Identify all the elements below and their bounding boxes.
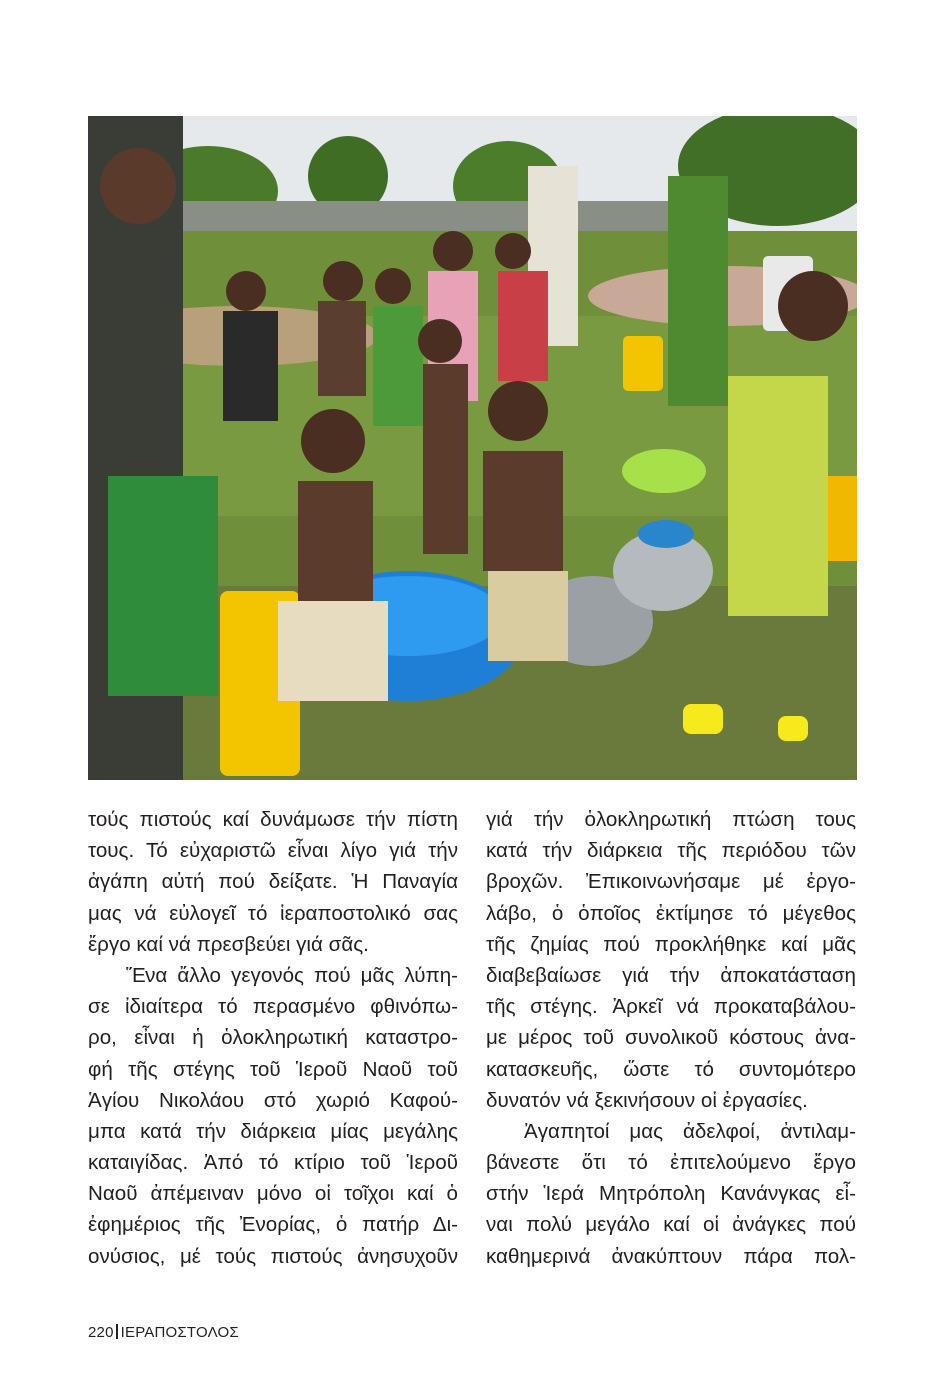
text-line: μπα κατά τήν διάρκεια μίας μεγάλης: [88, 1119, 458, 1143]
text-line: ρο, εἶναι ἡ ὁλοκληρωτική καταστρο-: [88, 1026, 458, 1050]
text-line: βάνεστε ὅτι τό ἐπιτελούμενο ἔργο: [486, 1151, 856, 1175]
text-line: κατά τήν διάρκεια τῆς περιόδου τῶν: [486, 839, 856, 863]
text-line: κατασκευῆς, ὥστε τό συντομότερο: [486, 1057, 856, 1081]
text-line: γιά τήν ὁλοκληρωτική πτώση τους: [486, 808, 856, 831]
children-water-scene: [88, 116, 857, 780]
text-line: Ἁγίου Νικολάου στό χωριό Καφού-: [88, 1088, 458, 1112]
right-column: [486, 804, 856, 1272]
text-line: Ναοῦ ἀπέμειναν μόνο οἱ τοῖχοι καί ὁ: [88, 1182, 458, 1206]
text-line: ονύσιος, μέ τούς πιστούς ἀνησυχοῦν: [88, 1244, 458, 1268]
page-number: 220: [88, 1324, 114, 1341]
text-line: καταιγίδας. Ἀπό τό κτίριο τοῦ Ἱεροῦ: [88, 1151, 458, 1175]
text-line: λάβο, ὁ ὁποῖος ἐκτίμησε τό μέγεθος: [486, 901, 856, 925]
text-line: ἀγάπη αὐτή πού δείξατε. Ἡ Παναγία: [88, 870, 458, 894]
text-line: μας νά εὐλογεῖ τό ἱεραποστολικό σας: [88, 901, 458, 925]
text-line: φή τῆς στέγης τοῦ Ἱεροῦ Ναοῦ τοῦ: [88, 1057, 458, 1081]
text-line: ἔργο καί νά πρεσβεύει γιά σᾶς.: [88, 932, 369, 956]
left-column: [88, 804, 458, 1272]
text-line: ἐφημέριος τῆς Ἐνορίας, ὁ πατήρ Δι-: [88, 1213, 458, 1237]
text-line: στήν Ἱερά Μητρόπολη Κανάνγκας εἶ-: [486, 1182, 856, 1206]
text-line: Ἀγαπητοί μας ἀδελφοί, ἀντιλαμ-: [524, 1119, 856, 1143]
magazine-name: ΙΕΡΑΠΟΣΤΟΛΟΣ: [120, 1324, 239, 1341]
text-line: σε ἰδιαίτερα τό περασμένο φθινόπω-: [88, 995, 458, 1019]
text-line: καθημερινά ἀνακύπτουν πάρα πολ-: [486, 1244, 856, 1268]
page-footer: [88, 1324, 239, 1341]
text-line: τῆς ζημίας πού προκλήθηκε καί μᾶς: [486, 932, 856, 956]
text-line: βροχῶν. Ἐπικοινωνήσαμε μέ ἐργο-: [486, 870, 856, 894]
text-line: τους. Τό εὐχαριστῶ εἶναι λίγο γιά τήν: [88, 839, 458, 863]
footer-divider: [116, 1324, 118, 1339]
text-line: ναι πολύ μεγάλο καί οἱ ἀνάγκες πού: [486, 1213, 856, 1237]
text-line: Ἕνα ἄλλο γεγονός πού μᾶς λύπη-: [126, 963, 458, 987]
text-line: τῆς στέγης. Ἀρκεῖ νά προκαταβάλου-: [486, 995, 856, 1019]
text-line: τούς πιστούς καί δυνάμωσε τήν πίστη: [88, 808, 458, 831]
text-line: με μέρος τοῦ συνολικοῦ κόστους ἀνα-: [486, 1026, 856, 1050]
text-line: διαβεβαίωσε γιά τήν ἀποκατάσταση: [486, 963, 856, 987]
text-line: δυνατόν νά ξεκινήσουν οἱ ἐργασίες.: [486, 1088, 808, 1112]
article-photo: [88, 116, 857, 780]
